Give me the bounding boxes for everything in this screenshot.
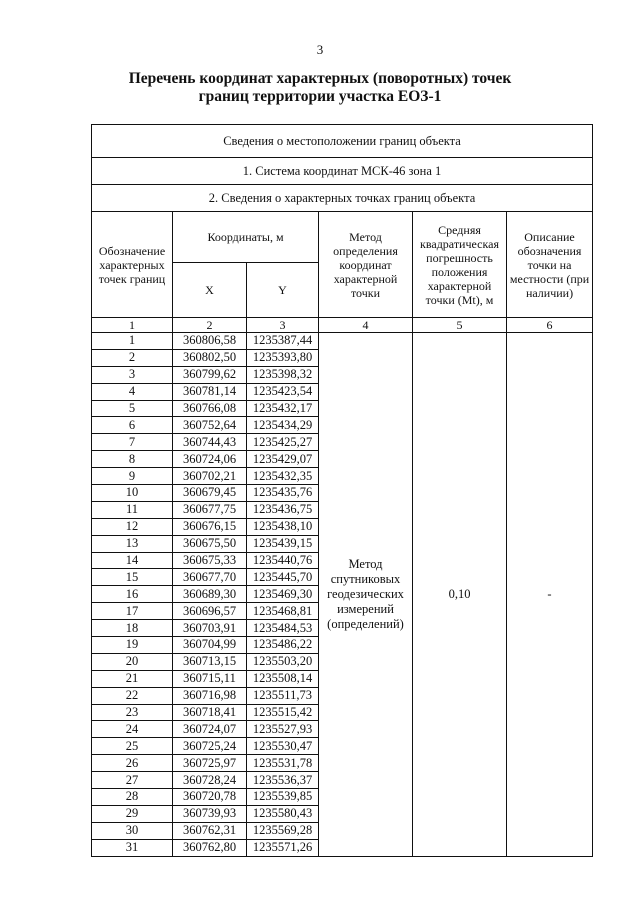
point-number-cell: 27 [92,772,173,789]
x-coordinate-cell: 360802,50 [173,349,247,366]
column-header-coordinates: Координаты, м [173,212,319,263]
x-coordinate-cell: 360718,41 [173,704,247,721]
point-number-cell: 13 [92,535,173,552]
x-coordinate-cell: 360766,08 [173,400,247,417]
x-coordinate-cell: 360725,97 [173,755,247,772]
column-number: 1 [92,318,173,333]
y-coordinate-cell: 1235515,42 [247,704,319,721]
x-coordinate-cell: 360704,99 [173,637,247,654]
point-number-cell: 2 [92,349,173,366]
x-coordinate-cell: 360677,75 [173,501,247,518]
y-coordinate-cell: 1235423,54 [247,383,319,400]
x-coordinate-cell: 360724,06 [173,451,247,468]
point-number-cell: 16 [92,586,173,603]
y-coordinate-cell: 1235438,10 [247,518,319,535]
point-number-cell: 18 [92,620,173,637]
y-coordinate-cell: 1235571,26 [247,839,319,856]
x-coordinate-cell: 360739,93 [173,805,247,822]
point-number-cell: 7 [92,434,173,451]
y-coordinate-cell: 1235429,07 [247,451,319,468]
x-coordinate-cell: 360679,45 [173,485,247,502]
x-coordinate-cell: 360744,43 [173,434,247,451]
y-coordinate-cell: 1235435,76 [247,485,319,502]
x-coordinate-cell: 360724,07 [173,721,247,738]
point-number-cell: 19 [92,637,173,654]
y-coordinate-cell: 1235508,14 [247,670,319,687]
x-coordinate-cell: 360806,58 [173,333,247,350]
method-cell: Метод спутниковых геодезических измерений (определений) [319,333,413,857]
point-number-cell: 9 [92,468,173,485]
point-number-cell: 31 [92,839,173,856]
x-coordinate-cell: 360689,30 [173,586,247,603]
y-coordinate-cell: 1235436,75 [247,501,319,518]
point-number-cell: 20 [92,653,173,670]
y-coordinate-cell: 1235484,53 [247,620,319,637]
document-title [0,70,640,106]
point-number-cell: 22 [92,687,173,704]
y-coordinate-cell: 1235432,17 [247,400,319,417]
point-number-cell: 5 [92,400,173,417]
point-number-cell: 29 [92,805,173,822]
coord-system-header: 1. Система координат МСК-46 зона 1 [92,158,593,185]
x-coordinate-cell: 360725,24 [173,738,247,755]
x-coordinate-cell: 360762,80 [173,839,247,856]
y-coordinate-cell: 1235434,29 [247,417,319,434]
point-number-cell: 24 [92,721,173,738]
column-number: 3 [247,318,319,333]
column-header-method: Метод определения координат характерной точки [319,212,413,318]
y-coordinate-cell: 1235387,44 [247,333,319,350]
y-coordinate-cell: 1235398,32 [247,366,319,383]
section-header: Сведения о местоположении границ объекта [92,125,593,158]
x-coordinate-cell: 360728,24 [173,772,247,789]
column-header-x: X [173,263,247,318]
column-header-error: Средняя квадратическая погрешность положения характерной точки (Mt), м [413,212,507,318]
x-coordinate-cell: 360762,31 [173,822,247,839]
y-coordinate-cell: 1235569,28 [247,822,319,839]
x-coordinate-cell: 360715,11 [173,670,247,687]
column-number: 2 [173,318,247,333]
y-coordinate-cell: 1235486,22 [247,637,319,654]
y-coordinate-cell: 1235469,30 [247,586,319,603]
description-cell: - [507,333,593,857]
y-coordinate-cell: 1235445,70 [247,569,319,586]
x-coordinate-cell: 360781,14 [173,383,247,400]
point-number-cell: 10 [92,485,173,502]
point-number-cell: 28 [92,789,173,806]
point-number-cell: 11 [92,501,173,518]
point-number-cell: 23 [92,704,173,721]
point-number-cell: 26 [92,755,173,772]
x-coordinate-cell: 360720,78 [173,789,247,806]
x-coordinate-cell: 360702,21 [173,468,247,485]
column-header-description: Описание обозначения точки на местности (при наличии) [507,212,593,318]
x-coordinate-cell: 360713,15 [173,653,247,670]
y-coordinate-cell: 1235531,78 [247,755,319,772]
point-number-cell: 3 [92,366,173,383]
column-header-designation: Обозначение характерных точек границ [92,212,173,318]
points-header: 2. Сведения о характерных точках границ объекта [92,185,593,212]
point-number-cell: 12 [92,518,173,535]
x-coordinate-cell: 360703,91 [173,620,247,637]
page-number: 3 [316,42,324,57]
y-coordinate-cell: 1235432,35 [247,468,319,485]
y-coordinate-cell: 1235511,73 [247,687,319,704]
y-coordinate-cell: 1235539,85 [247,789,319,806]
y-coordinate-cell: 1235468,81 [247,603,319,620]
y-coordinate-cell: 1235580,43 [247,805,319,822]
point-number-cell: 14 [92,552,173,569]
point-number-cell: 8 [92,451,173,468]
table-row [92,333,593,350]
point-number-cell: 1 [92,333,173,350]
column-header-y: Y [247,263,319,318]
x-coordinate-cell: 360676,15 [173,518,247,535]
title-line-1: Перечень координат характерных (поворотных) точек [128,70,512,87]
point-number-cell: 25 [92,738,173,755]
column-number: 4 [319,318,413,333]
column-number: 6 [507,318,593,333]
x-coordinate-cell: 360799,62 [173,366,247,383]
point-number-cell: 30 [92,822,173,839]
title-line-2: границ территории участка ЕОЗ-1 [198,88,442,105]
y-coordinate-cell: 1235527,93 [247,721,319,738]
x-coordinate-cell: 360752,64 [173,417,247,434]
y-coordinate-cell: 1235393,80 [247,349,319,366]
y-coordinate-cell: 1235440,76 [247,552,319,569]
y-coordinate-cell: 1235439,15 [247,535,319,552]
x-coordinate-cell: 360696,57 [173,603,247,620]
x-coordinate-cell: 360675,33 [173,552,247,569]
error-cell: 0,10 [413,333,507,857]
coordinates-table [91,124,593,857]
point-number-cell: 17 [92,603,173,620]
x-coordinate-cell: 360716,98 [173,687,247,704]
x-coordinate-cell: 360675,50 [173,535,247,552]
y-coordinate-cell: 1235536,37 [247,772,319,789]
y-coordinate-cell: 1235425,27 [247,434,319,451]
column-number: 5 [413,318,507,333]
point-number-cell: 6 [92,417,173,434]
x-coordinate-cell: 360677,70 [173,569,247,586]
point-number-cell: 4 [92,383,173,400]
point-number-cell: 15 [92,569,173,586]
y-coordinate-cell: 1235503,20 [247,653,319,670]
y-coordinate-cell: 1235530,47 [247,738,319,755]
point-number-cell: 21 [92,670,173,687]
